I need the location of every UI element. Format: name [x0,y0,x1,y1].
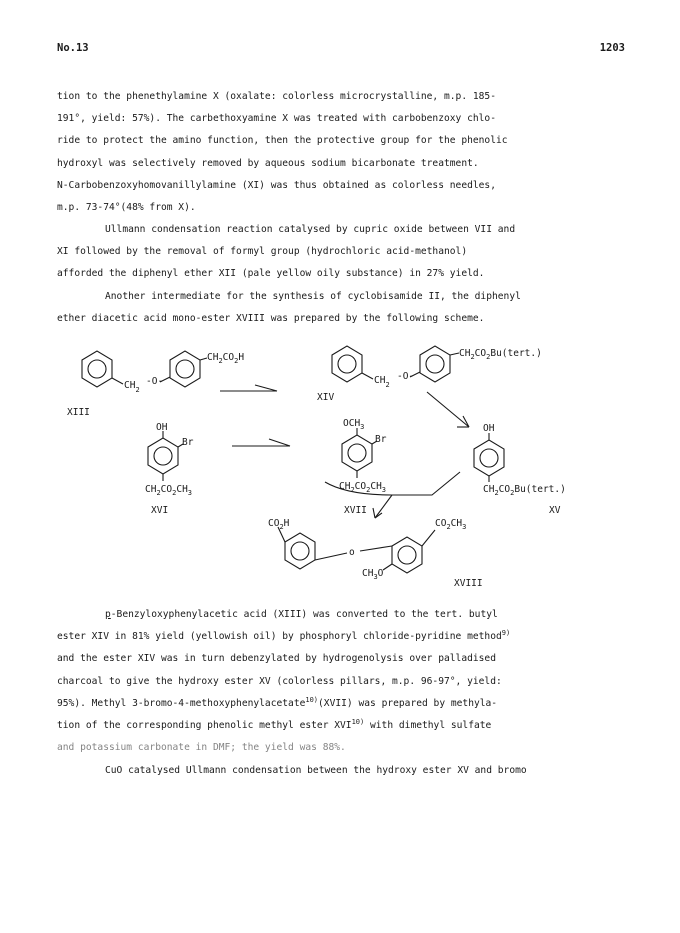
compound-label-xv: XV [549,505,561,516]
paragraph-5 [57,760,629,782]
co2h-group: $CO_2H$ [268,518,290,531]
aromatic-circle [348,444,366,462]
journal-issue: No.13 [57,42,89,54]
oh-group: OH [483,423,495,434]
reference-mark: 10) [305,695,319,704]
benzene-ring [474,440,504,476]
text-line: N-Carbobenzoxyhomovanillylamine (XI) was thus obtained as colorless needles, [57,179,496,191]
br-group: Br [375,434,387,445]
text-line: CuO catalysed Ullmann condensation between the hydroxy ester XV and bromo [105,765,527,776]
ch2-group: $CH_2$ [124,380,140,394]
oh-group: OH [156,422,168,433]
reaction-arrow [255,385,277,391]
ch2co2ch3-group: $CH_2CO_2CH_3$ [145,484,193,497]
text-line: hydroxyl was selectively removed by aqueous sodium bicarbonate treatment. [57,157,479,169]
text-line: tion to the phenethylamine X (oxalate: colorless microcrystalline, m.p. 185- [57,91,496,102]
paragraph-2 [57,219,629,286]
compound-label-xvi: XVI [151,505,169,516]
text-line: XI followed by the removal of formyl group (hydrochloric acid-methanol) [57,246,468,258]
ch2co2h-group: $CH_2CO_2H$ [207,352,245,365]
ch3o-group: $CH_3O$ [362,568,384,581]
aromatic-circle [176,360,194,378]
och3-group: $OCH_3$ [343,418,365,431]
ether-oxygen: -O- [146,376,164,387]
text-line: and the ester XIV was in turn debenzylated by hydrogenolysis over palladised [57,653,496,665]
text-line: charcoal to give the hydroxy ester XV (colorless pillars, m.p. 96-97°, yield: [57,675,502,687]
aromatic-circle [88,360,106,378]
reaction-arrow [269,439,290,446]
compound-label-xvii: XVII [344,505,367,516]
text-line: ether diacetic acid mono-ester XVIII was prepared by the following scheme. [57,313,485,325]
benzene-ring [392,537,422,573]
benzene-ring [82,351,112,387]
reaction-arrow [463,416,469,427]
text-line: 95%). Methyl 3-bromo-4-methoxyphenylacetate$^{10)}$(XVII) was prepared by methyla- [57,695,498,709]
page-number: 1203 [599,42,625,54]
reaction-arrow [427,392,469,427]
text-line: m.p. 73-74°(48% from X). [57,202,196,214]
text-line: Ullmann condensation reaction catalysed by cupric oxide between VII and [105,224,516,235]
text-line: Another intermediate for the synthesis of cyclobisamide II, the diphenyl [105,291,521,302]
benzene-ring [420,346,450,382]
paragraph-3 [57,286,629,330]
ch2co2bu-group: $CH_2CO_2Bu(tert.)$ [459,348,542,361]
ether-oxygen: -O- [397,371,415,382]
reaction-arrow [375,495,392,518]
bond [450,353,459,355]
text-line: tion of the corresponding phenolic methyl ester XVI$^{10)}$ with dimethyl sulfate [57,718,492,732]
aromatic-circle [398,546,416,564]
bond [362,373,373,379]
bond [360,546,392,551]
benzene-ring [332,346,362,382]
bond [315,553,347,560]
reaction-arrow [373,508,375,518]
reference-mark: 9) [501,629,511,638]
benzene-ring [342,435,372,471]
text-line: ester XIV in 81% yield (yellowish oil) by phosphoryl chloride-pyridine method$^{9)}$ [57,629,511,643]
ch2-group: $CH_2$ [374,375,390,389]
compound-label-xviii: XVIII [454,578,483,589]
text-line: 191°, yield: 57%). The carbethoxyamine X was treated with carbobenzoxy chlo- [57,113,496,125]
aromatic-circle [154,447,172,465]
aromatic-circle [480,449,498,467]
paragraph-4 [57,604,629,759]
ch2co2bu-group: $CH_2CO_2Bu(tert.)$ [483,484,566,497]
co2ch3-group: $CO_2CH_3$ [435,518,467,531]
text-line: p-Benzyloxyphenylacetic acid (XIII) was converted to the tert. butyl [105,609,498,620]
bond [422,530,435,546]
benzene-ring [148,438,178,474]
bond [112,378,123,384]
compound-label-xiii: XIII [67,407,90,418]
compound-label-xiv: XIV [317,392,335,403]
ch2co2ch3-group: $CH_2CO_2CH_3$ [339,481,387,494]
aromatic-circle [291,542,309,560]
text-line: afforded the diphenyl ether XII (pale yellow oily substance) in 27% yield. [57,268,485,280]
text-line: ride to protect the amino function, then the protective group for the phenolic [57,135,508,147]
benzene-ring [170,351,200,387]
bond [200,358,207,360]
reference-mark: 10) [351,718,365,727]
ether-oxygen: o [349,547,355,558]
bond [383,564,392,570]
br-group: Br [182,437,194,448]
synthesis-scheme [57,332,627,594]
text-line: and potassium carbonate in DMF; the yield was 88%. [57,742,346,754]
aromatic-circle [426,355,444,373]
paragraph-1 [57,86,629,219]
aromatic-circle [338,355,356,373]
benzene-ring [285,533,315,569]
